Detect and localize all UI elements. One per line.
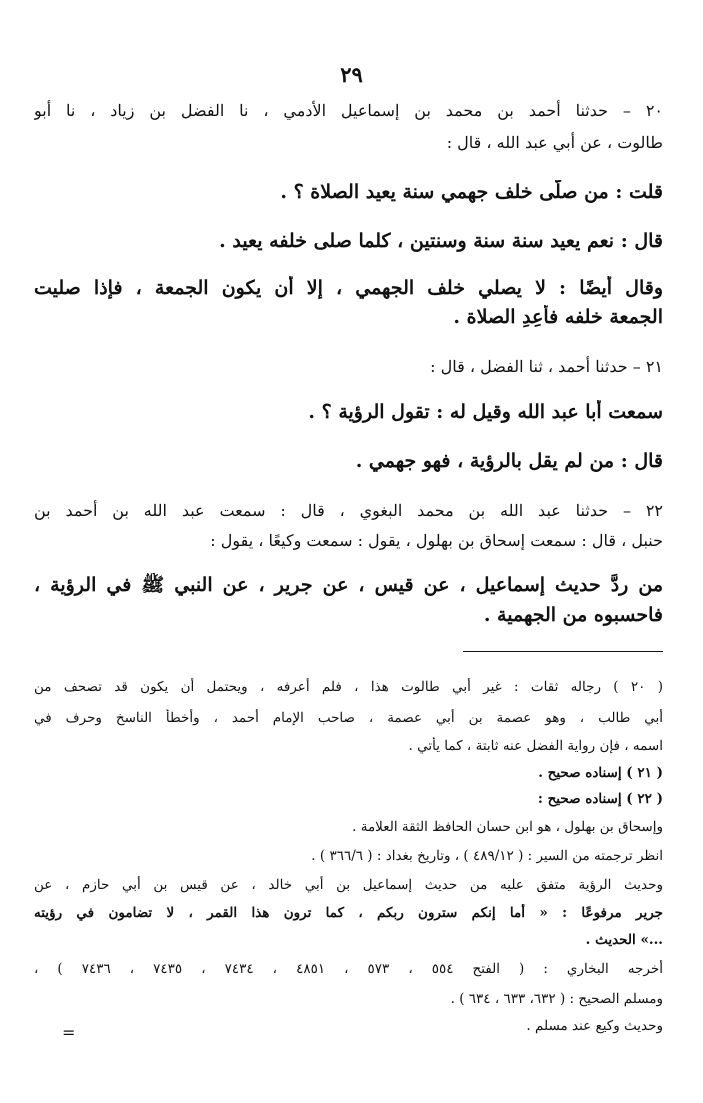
hadith-20-question: قلت : من صلّى خلف جهمي سنة يعيد الصلاة ؟ .	[280, 181, 663, 203]
footnote-22-line-3: وحديث الرؤية متفق عليه من حديث إسماعيل بن أبي خالد ، عن قيس بن أبي حازم ، عن	[34, 877, 663, 893]
footnote-20-line-3: اسمه ، فإن رواية الفضل عنه ثابتة ، كما يأتي .	[408, 738, 663, 754]
continuation-mark: =	[62, 1023, 76, 1042]
footnote-22-heading: ( ٢٢ ) إسناده صحيح :	[537, 791, 663, 807]
page-number: ٢٩	[340, 62, 363, 87]
footnote-20-line-2: أبي طالب ، وهو عصمة بن أبي عصمة ، صاحب الإمام أحمد ، وأخطأ الناسخ وحرف في	[34, 710, 663, 726]
footnote-20-line-1: ( ٢٠ ) رجاله ثقات : غير أبي طالوت هذا ، فلم أعرفه ، ويحتمل أن يكون قد تصحف من	[34, 679, 663, 695]
footnote-22-line-5: ...» الحديث .	[585, 932, 663, 948]
hadith-22-text-line-1: من ردَّ حديث إسماعيل ، عن قيس ، عن جرير ، عن النبي ﷺ في الرؤية ،	[34, 574, 663, 596]
footnote-22-line-4: جرير مرفوعًا : « أما إنكم سترون ربكم ، كما ترون هذا القمر ، لا تضامون في رؤيته	[34, 905, 663, 921]
hadith-20-isnad-line-1: ٢٠ – حدثنا أحمد بن محمد بن إسماعيل الأدمي ، نا الفضل بن زياد ، نا أبو	[34, 101, 663, 120]
footnote-22-line-1: وإسحاق بن بهلول ، هو ابن حسان الحافظ الثقة العلامة .	[352, 819, 663, 835]
hadith-22-isnad-line-1: ٢٢ – حدثنا عبد الله بن محمد البغوي ، قال : سمعت عبد الله بن أحمد بن	[34, 501, 663, 520]
hadith-22-isnad-line-2: حنبل ، قال : سمعت إسحاق بن بهلول ، يقول : سمعت وكيعًا ، يقول :	[210, 531, 663, 550]
hadith-21-answer: قال : من لم يقل بالرؤية ، فهو جهمي .	[355, 450, 663, 472]
hadith-20-answer: قال : نعم يعيد سنة سنة وسنتين ، كلما صلى خلفه يعيد .	[219, 230, 663, 252]
footnote-22-line-7: ومسلم الصحيح : ( ٦٣٢، ٦٣٣ ، ٦٣٤ ) .	[450, 991, 663, 1007]
footnote-22-line-2: انظر ترجمته من السير : ( ٤٨٩/١٢ ) ، وتاريخ بغداد : ( ٣٦٦/٦ ) .	[311, 848, 663, 864]
footnote-22-line-6: أخرجه البخاري : ( الفتح ٥٥٤ ، ٥٧٣ ، ٤٨٥١ ، ٧٤٣٤ ، ٧٤٣٥ ، ٧٤٣٦ ) ،	[34, 961, 663, 977]
hadith-21-question: سمعت أبا عبد الله وقيل له : تقول الرؤية ؟ .	[308, 401, 663, 423]
footnote-21: ( ٢١ ) إسناده صحيح .	[538, 765, 663, 781]
footnote-divider	[463, 651, 663, 652]
hadith-20-saying-line-1: وقال أيضًا : لا يصلي خلف الجهمي ، إلا أن يكون الجمعة ، فإذا صليت	[34, 277, 663, 299]
hadith-20-isnad-line-2: طالوت ، عن أبي عبد الله ، قال :	[446, 133, 663, 152]
hadith-20-saying-line-2: الجمعة خلفه فأعِدِ الصلاة .	[453, 306, 663, 328]
footnote-22-line-8: وحديث وكيع عند مسلم .	[526, 1018, 663, 1034]
hadith-22-text-line-2: فاحسبوه من الجهمية .	[483, 604, 663, 626]
hadith-21-isnad: ٢١ – حدثنا أحمد ، ثنا الفضل ، قال :	[430, 357, 663, 376]
